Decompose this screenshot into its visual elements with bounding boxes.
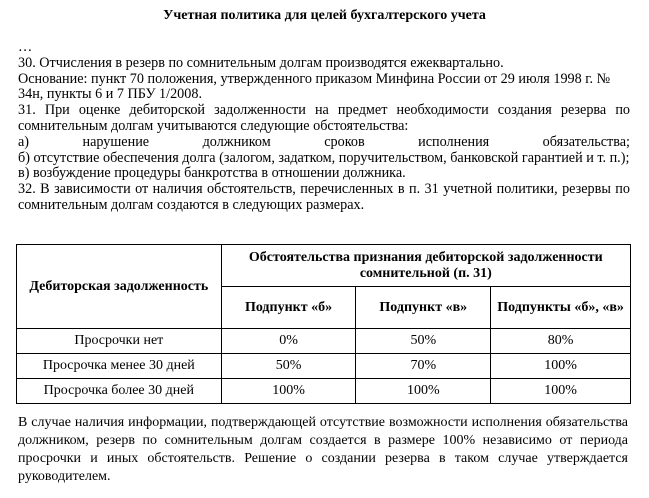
table-row	[17, 379, 631, 404]
sub-header-b: Подпункт «б»	[221, 287, 356, 329]
footer-text: В случае наличия информации, подтверждающей отсутствие возможности исполнения обязательства должником, резерв по сомнительным долгам создается в размере 100% независимо от периода просрочки и иных обстоятельств. Решение о создании резерва в таком случае утверждается руководителем.	[18, 415, 628, 484]
reserve-table	[16, 244, 631, 404]
ellipsis: …	[18, 39, 33, 55]
document-title: Учетная политика для целей бухгалтерского учета	[163, 8, 486, 23]
cell-value: 0%	[221, 329, 356, 354]
col-header-receivables: Дебиторская задолженность	[17, 245, 222, 329]
basis-paragraph: Основание: пункт 70 положения, утвержденного приказом Минфина России от 29 июля 1998 г. № 34н, пункты 6 и 7 ПБУ 1/2008.	[18, 70, 611, 103]
item-a: а) нарушение должником сроков исполнения обязательства;	[18, 133, 630, 150]
cell-value: 100%	[491, 354, 631, 379]
paragraph-32: 32. В зависимости от наличия обстоятельств, перечисленных в п. 31 учетной политики, резервы по сомнительным долгам создаются в следующих размерах.	[18, 181, 630, 213]
cell-value: 100%	[221, 379, 356, 404]
paragraph-31: 31. При оценке дебиторской задолженности на предмет необходимости создания резерва по сомнительным долгам учитываются следующие обстоятельства:	[18, 102, 630, 134]
cell-value: 100%	[491, 379, 631, 404]
row-label: Просрочки нет	[17, 329, 222, 354]
item-b: б) отсутствие обеспечения долга (залогом, задатком, поручительством, банковской гарантией и т. п.);	[18, 149, 630, 166]
cell-value: 50%	[356, 329, 491, 354]
table-row	[17, 354, 631, 379]
sub-header-v: Подпункт «в»	[356, 287, 491, 329]
cell-value: 50%	[221, 354, 356, 379]
table-row	[17, 329, 631, 354]
cell-value: 80%	[491, 329, 631, 354]
group-header: Обстоятельства признания дебиторской задолженности сомнительной (п. 31)	[221, 245, 630, 287]
policy-body	[18, 40, 630, 214]
footer-paragraph	[18, 414, 628, 486]
item-v: в) возбуждение процедуры банкротства в отношении должника.	[18, 165, 406, 182]
cell-value: 70%	[356, 354, 491, 379]
sub-header-bv: Подпункты «б», «в»	[491, 287, 631, 329]
row-label: Просрочка более 30 дней	[17, 379, 222, 404]
paragraph-30: 30. Отчисления в резерв по сомнительным долгам производятся ежеквартально.	[18, 54, 504, 71]
row-label: Просрочка менее 30 дней	[17, 354, 222, 379]
cell-value: 100%	[356, 379, 491, 404]
